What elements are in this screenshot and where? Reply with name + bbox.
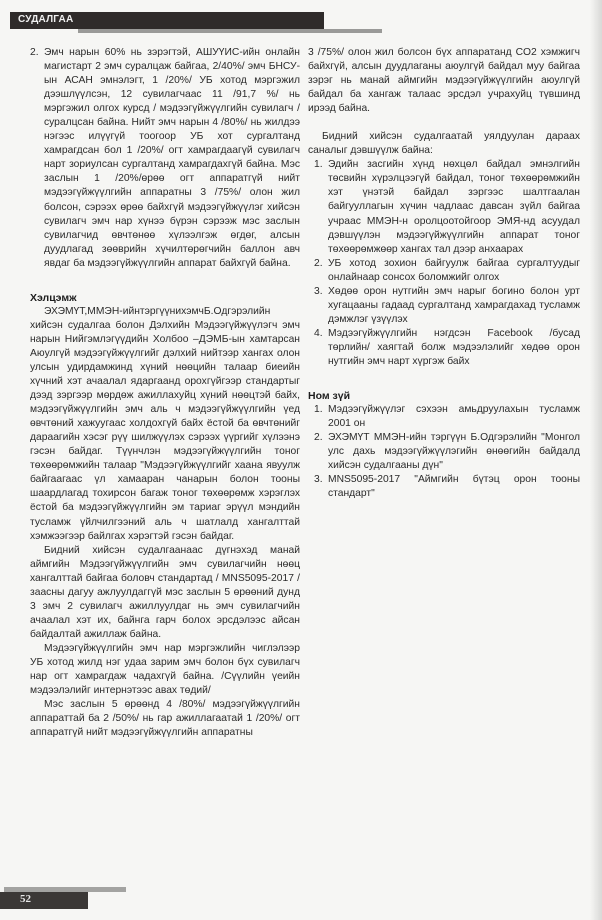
discussion-paragraph-1: ЭХЭМҮТ,ММЭН-ийнтэргүүнихэмчБ.Одгэрэлийн хийсэн судалгаа болон Дэлхийн Мэдээгүйжүүлэгч эмч нарын Нийгэмлэгүүдийн Холбоо –ДЭМБ-ын хамтарсан Аюулгүй мэдээгүйжүүлгийг дэлхий нийтээр хангах олон улсын удирдамжинд хүний нөөцийн талаар биеийн хүчний хэт ачаалал ядаргаанд орохгүйгээр стандартыг дээд зэргээр мөрдөж ажиллахуйц хүний нөөцтэй байх, мэдээгүйжүүлгийн эмч аль ч мэдээгүйжүүлгийн үед өвчтөний хажуугаас холдохгүй байх ёстой ба өвчтөнийг дараагийн хэсэг рүү шилжүүлэх сэрээх үүргийг хүлээнэ гэсэн байдаг. Түүнчлэн мэдээгүйжүүлгийн тоног төхөөрөмжийн талаар "Мэдээгүйжүүлгийг хаана явуулж байгаагаас үл хамааран чанарын болон тооны шаардлагад тохирсон багаж тоног төхөөрөмж хэрэглэх ёстой ба мэдээгүйжүүлгийн эм тариаг эрүүл мэндийн тусламж үйлчилгээний аль ч шатлалд хангалттай хэмжээгээр байлгах хэрэгтэй гэсэн байдаг. [30, 305, 300, 542]
reference-text: MNS5095-2017 "Аймгийн бүтэц орон тооны стандарт" [328, 474, 580, 500]
reference-text: ЭХЭМҮТ ММЭН-ийн тэргүүн Б.Одгэрэлийн "Монгол улс дахь мэдээгүйжүүлэгийн өнөөгийн байдалд хийсэн судалгааны дүн" [328, 432, 580, 472]
references-heading: Ном зүй [308, 390, 351, 403]
discussion-paragraph-3: Мэдээгүйжүүлгийн эмч нар мэргэжлийн чиглэлээр УБ хотод жилд нэг удаа зарим эмч болон бүх сувилагч нар огт хамрагдаж чадахгүй байна. /Сүүлийн үеийн мэдээлэлийг интернэтээс авах төдий/ [30, 642, 300, 697]
section-header-bar [10, 12, 324, 29]
proposal-item [314, 257, 580, 285]
spacer [308, 116, 580, 130]
discussion-heading: Хэлцэмж [30, 291, 77, 304]
proposal-intro: Бидний хийсэн судалгаатай уялдуулан дараах саналыг дэвшүүлж байна: [308, 131, 580, 157]
discussion-paragraph-2: Бидний хийсэн судалгаанаас дүгнэхэд манай аймгийн Мэдээгүйжүүлгийн эмч сувилагчийн нөөц хангалттай байгаа боловч стандартад / MNS5095-2017 / заасны дагуу ажлуулдаггүй мэс заслын 5 өрөөний дунд 3 эмч 2 сувилагч ажиллуулдаг нь эмч сувилагчийн ачаалал хэт их, байнга гарч болох эрсдэлээс айсан байдалтай ажиллаж байна. [30, 544, 300, 640]
reference-number: 2. [314, 432, 323, 444]
section-label: СУДАЛГАА [18, 14, 74, 25]
finding-item-2 [30, 46, 300, 271]
findings-list [30, 46, 300, 271]
finding-number: 2. [30, 47, 39, 58]
page-edge-shadow [590, 0, 602, 920]
reference-item [314, 473, 580, 501]
proposal-text: УБ хотод зохион байгуулж байгаа сургалтуудыг онлайнаар сонсох боломжийг олгох [328, 257, 580, 283]
reference-number: 3. [314, 474, 323, 486]
proposal-text: Мэдээгүйжүүлгийн нэгдсэн Facebook /бусад төрлийн/ хаягтай болж мэдээлэлийг хөдөө орон нутгийн эмч нарт хүргэж байх [328, 327, 580, 367]
reference-text: Мэдээгүйжүүлэг сэхээн амьдруулахын тусламж 2001 он [328, 404, 580, 430]
finding-text: Эмч нарын 60% нь зэрэгтэй, АШУҮИС-ийн онлайн магистарт 2 эмч суралцаж байгаа, 2/40%/ эмч БНСУ-ын АСАН эмнэлэгт, 1 /20%/ УБ хотод мэргэжил дээшлүүлсэн, 12 сувилагчаас 11 /91,7 %/ нь мэргэжил олгох курсд / мэдээгүйжүүлгийн сувилагч / суралцсан байна. Нийт эмч нарын 4 /80%/ нь жилдээ нэгээс илүүгүй тоогоор УБ хот сургалтанд хамрагдсан бол 1 /20%/ огт хамрагдаагүй сувилагч нарт зориулсан сургалтанд хамрагдахгүй байна. Мэс заслын 1 /20%/өрөө огт аппаратгүй нийт мэдээгүйжүүлгийн аппаратны 3 /75%/ олон жил болсон, сэрээх өрөө байхгүй мэдээгүйжүүлэг хийсэн сувилагч эмч нар хүнээ бүрэн сэрээж мэс заслын сувилагчид өвчтөнөө хүлээлгэж өгдөг, алсын дуудлагад зөөврийн хүчилтөрөгчийн баллон авч явдаг ба мэдээгүйжүүлгийн аппарат байхгүй байна. [44, 47, 300, 269]
proposal-item [314, 285, 580, 327]
discussion-paragraph-4: Мэс заслын 5 өрөөнд 4 /80%/ мэдээгүйжүүлгийн аппараттай ба 2 /50%/ нь гар ажиллагаатай 1 /20%/ огт аппаратгүй нийт мэдээгүйжүүлгийн аппаратны [30, 699, 300, 739]
proposal-number: 4. [314, 327, 323, 339]
right-column [308, 46, 580, 501]
proposal-text: Хөдөө орон нутгийн эмч нарыг богино болон урт хугацааны гадаад сургалтанд хамрагдахад тусламж дэмжлэг үзүүлэх [328, 285, 580, 325]
proposal-number: 1. [314, 159, 323, 171]
continuation-paragraph: 3 /75%/ олон жил болсон бүх аппаратанд CO2 хэмжигч байхгүй, алсын дуудлаганы аюулгүй байдал муу байгаа зэрэг нь манай аймгийн мэдээгүйжүүлгийн аюулгүй байдал ба хангаж талаас эрсдэл учрахуйц түвшинд ирээд байна. [308, 47, 580, 115]
proposal-item [314, 158, 580, 256]
reference-item [314, 403, 580, 431]
page-number: 52 [20, 893, 31, 905]
spacer [308, 369, 580, 389]
proposal-item [314, 327, 580, 369]
proposal-number: 2. [314, 257, 323, 269]
header-underline [78, 29, 382, 33]
proposal-number: 3. [314, 285, 323, 297]
proposal-text: Эдийн засгийн хүнд нөхцөл байдал эмнэлгийн төсвийн хүрэлцээгүй байдал, тоног төхөөрөмжийн хэт үнэтэй байдал зэргээс шалтгаалан байгууллагын хүчин чадлаас давсан зүйл байгаа учраас ММЭН-н оролцоотойгоор ЭМЯ-нд асуудал дэвшүүлэн мэдээгүйжүүлгийн аппарат тоног төхөөрөмжөөр хангах тал дээр анхаарах [328, 159, 580, 255]
reference-item [314, 431, 580, 473]
references-list [308, 403, 580, 501]
footer-bar [0, 892, 88, 909]
reference-number: 1. [314, 404, 323, 416]
proposals-list [308, 158, 580, 369]
left-column [30, 46, 300, 740]
spacer [30, 271, 300, 291]
